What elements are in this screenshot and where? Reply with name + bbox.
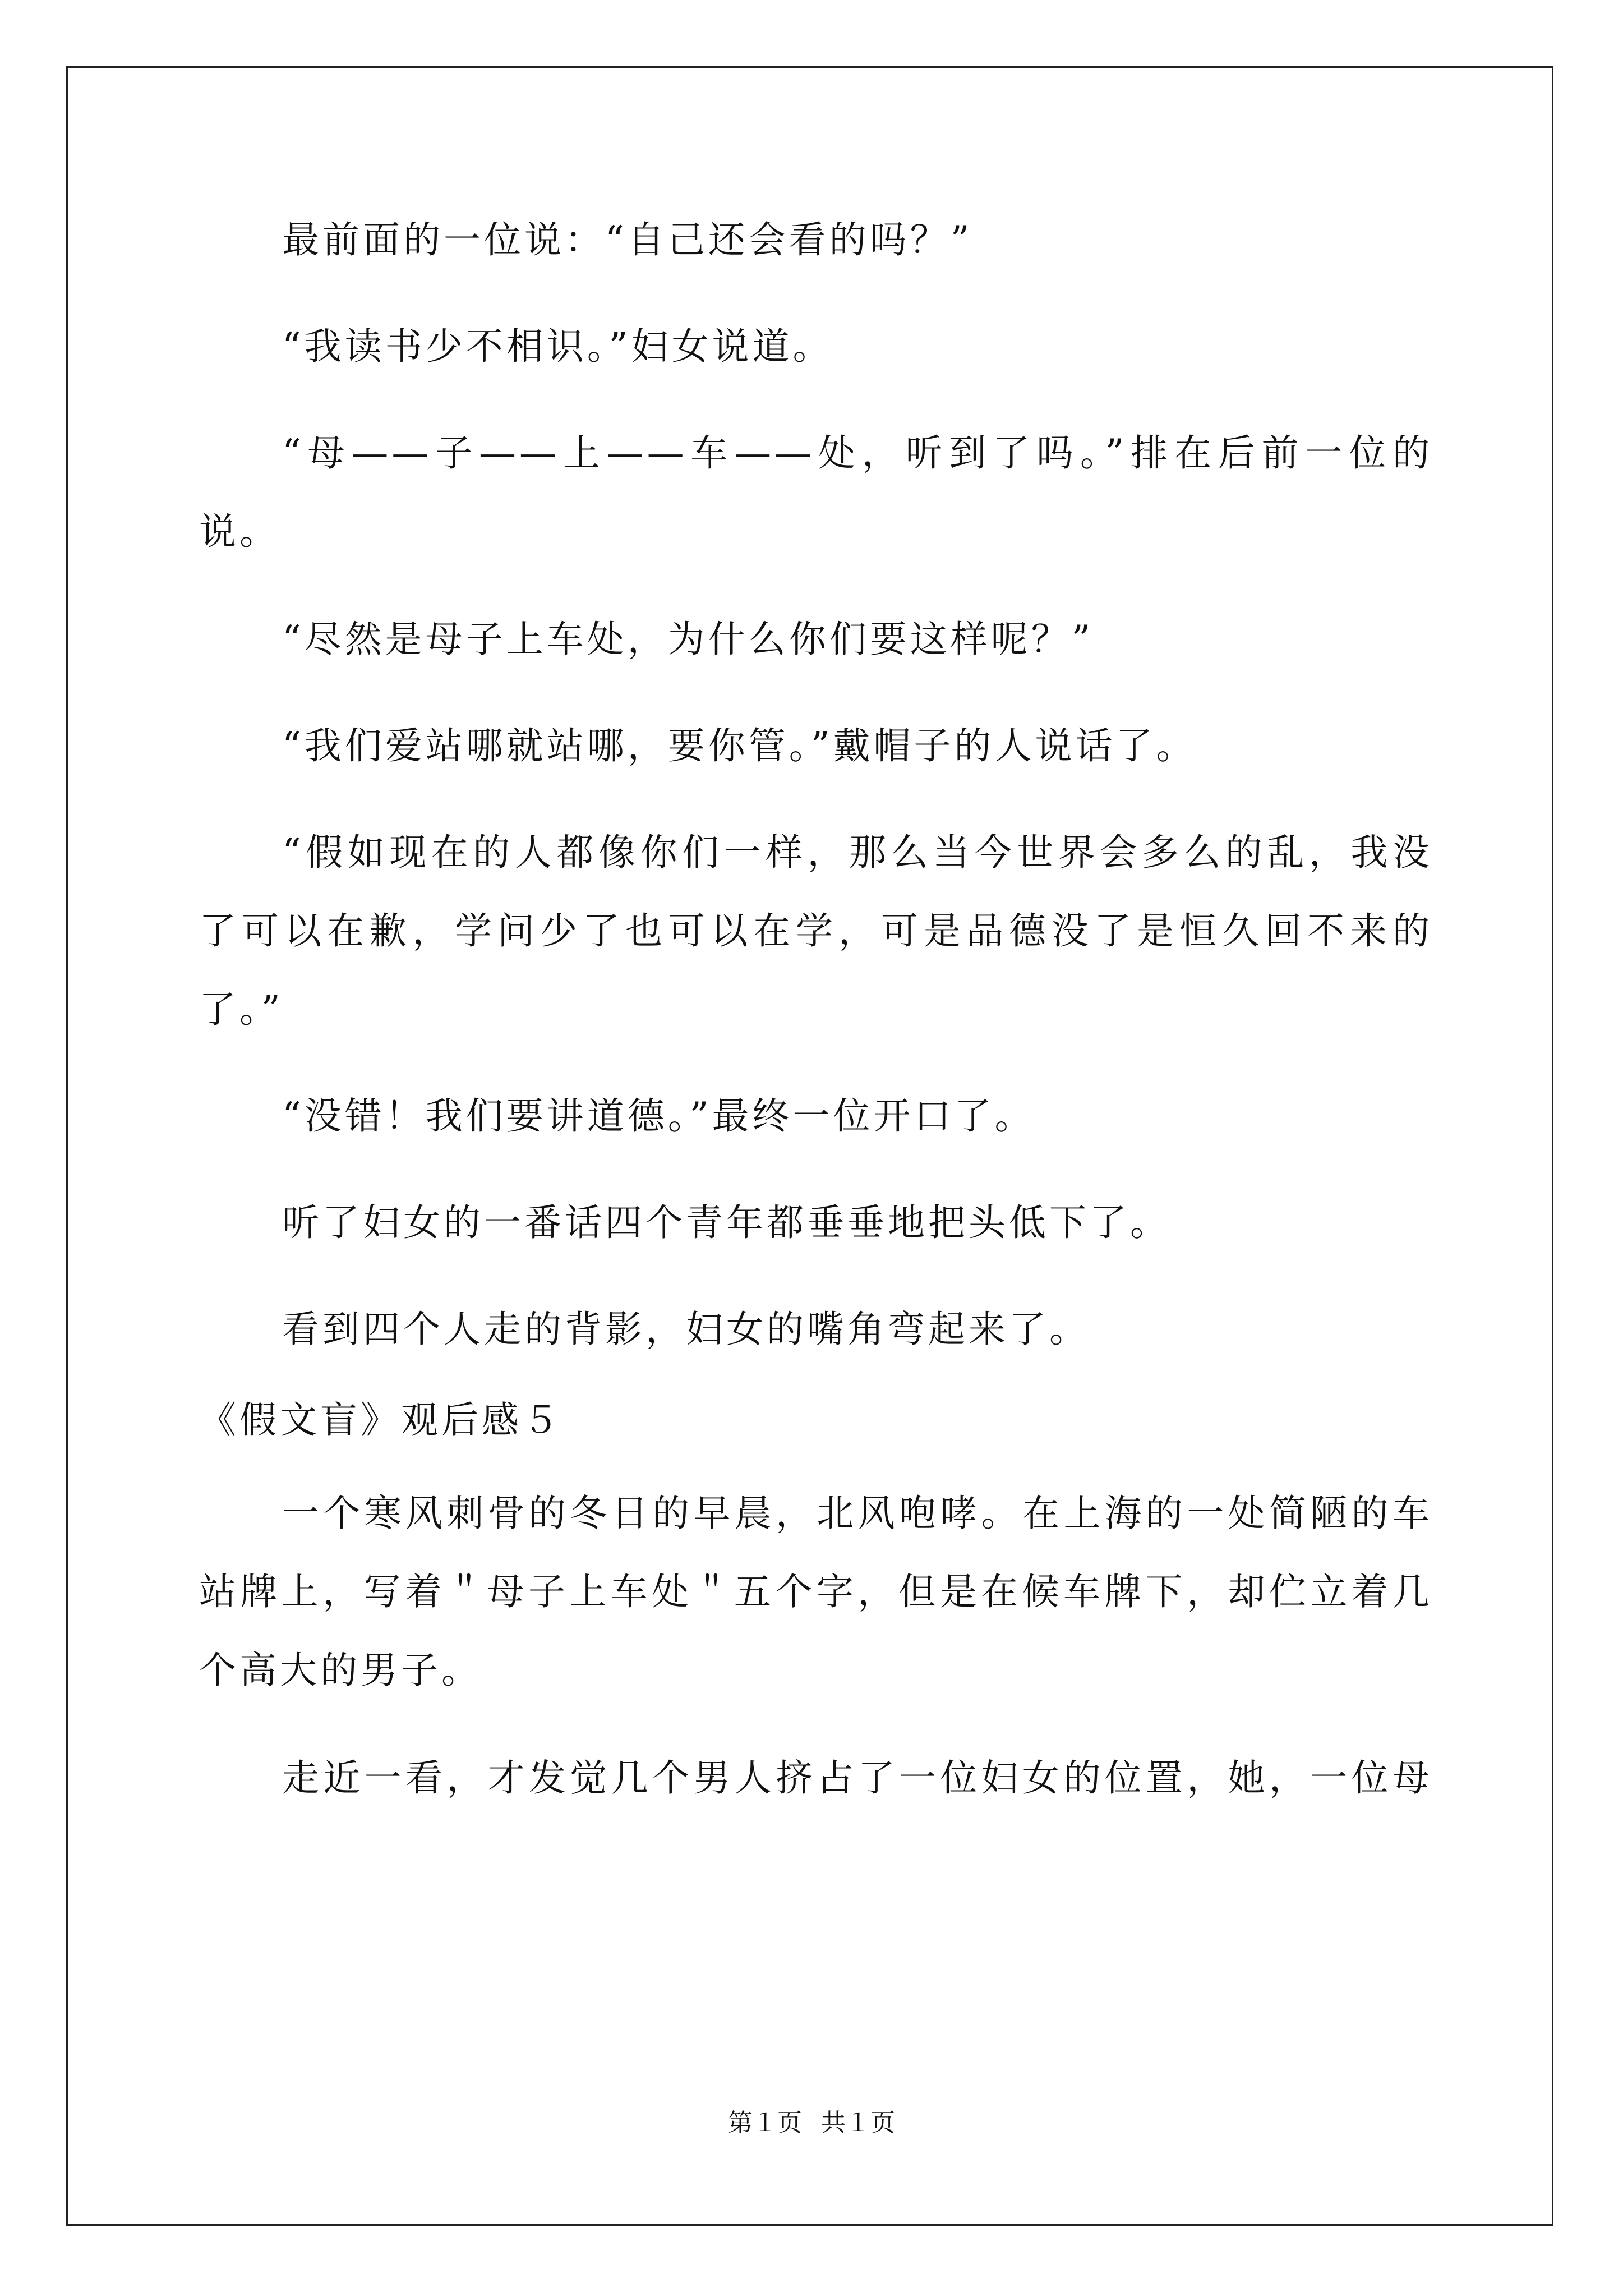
- section-heading: 《假文盲》观后感５: [199, 1398, 562, 1442]
- paragraph-line: “我们爱站哪就站哪，要你管。”戴帽子的人说话了。: [282, 724, 1197, 767]
- paragraph-line: “假如现在的人都像你们一样，那么当今世界会多么的乱，我没: [282, 831, 1433, 874]
- paragraph-line: 站牌上，写着＂母子上车处＂五个字，但是在候车牌下，却伫立着几: [199, 1570, 1433, 1613]
- paragraph-line: 听了妇女的一番话四个青年都垂垂地把头低下了。: [282, 1201, 1170, 1244]
- paragraph-line: “没错！我们要讲道德。”最终一位开口了。: [282, 1094, 1035, 1138]
- paragraph-line: 最前面的一位说：“自己还会看的吗？”: [282, 218, 973, 261]
- total-pages: 共１页: [821, 2109, 895, 2137]
- paragraph-line: 看到四个人走的背影，妇女的嘴角弯起来了。: [282, 1308, 1090, 1351]
- paragraph-line: “尽然是母子上车处，为什么你们要这样呢？”: [282, 618, 1094, 661]
- paragraph-line: 一个寒风刺骨的冬日的早晨，北风咆哮。在上海的一处简陋的车: [282, 1492, 1433, 1535]
- paragraph-line: “我读书少不相识。”妇女说道。: [282, 325, 833, 368]
- page-footer: [0, 2106, 1623, 2140]
- page-number: 第１页: [728, 2109, 802, 2137]
- paragraph-line: 个高大的男子。: [199, 1649, 482, 1692]
- page-border: [66, 66, 1553, 2226]
- paragraph-line: 走近一看，才发觉几个男人挤占了一位妇女的位置，她，一位母: [282, 1756, 1433, 1800]
- paragraph-line: 了可以在歉，学问少了也可以在学，可是品德没了是恒久回不来的: [199, 909, 1433, 953]
- paragraph-line: “母——子——上——车——处，听到了吗。”排在后前一位的: [282, 431, 1433, 475]
- paragraph-line: 了。”: [199, 988, 284, 1031]
- paragraph-line: 说。: [199, 510, 280, 553]
